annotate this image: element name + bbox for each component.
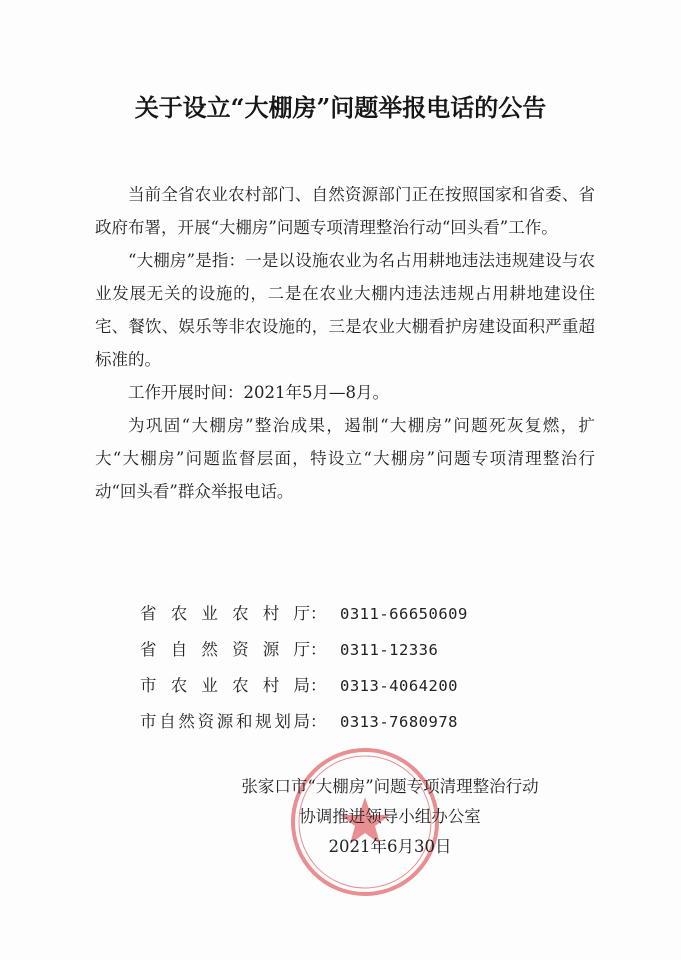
issuing-office: 协调推进领导小组办公室 <box>299 807 481 826</box>
hotline-phone: 0311-66650609 <box>340 605 468 623</box>
issue-date: 2021年6月30日 <box>328 837 452 856</box>
hotline-agency: 市农业农村局 <box>140 676 310 695</box>
hotline-row <box>140 704 540 740</box>
paragraph-definition: “大棚房”是指：一是以设施农业为名占用耕地违法违规建设与农业发展无关的设施的，二是在农业大棚内违法违规占用耕地建设住宅、餐饮、娱乐等非农设施的，三是农业大棚看护房建设面积严重超标准的。 <box>95 251 595 369</box>
hotline-colon: ： <box>310 640 327 659</box>
hotline-colon: ： <box>310 676 327 695</box>
hotline-list <box>140 596 540 740</box>
issuing-organization: 张家口市“大棚房”问题专项清理整治行动 <box>241 777 539 796</box>
hotline-agency: 市自然资源和规划局 <box>140 712 310 731</box>
hotline-row <box>140 596 540 632</box>
hotline-agency: 省自然资源厅 <box>140 640 310 659</box>
signature-block <box>160 772 620 862</box>
hotline-phone: 0313-7680978 <box>340 713 458 731</box>
hotline-colon: ： <box>310 712 327 731</box>
document-body <box>95 178 595 508</box>
paragraph-context: 当前全省农业农村部门、自然资源部门正在按照国家和省委、省政府布署，开展“大棚房”问题专项清理整治行动“回头看”工作。 <box>95 185 595 237</box>
paragraph-period: 工作开展时间：2021年5月—8月。 <box>128 383 389 402</box>
hotline-row <box>140 632 540 668</box>
hotline-colon: ： <box>310 604 327 623</box>
hotline-row <box>140 668 540 704</box>
hotline-phone: 0311-12336 <box>340 641 439 659</box>
paragraph-purpose: 为巩固“大棚房”整治成果，遏制“大棚房”问题死灰复燃，扩大“大棚房”问题监督层面，特设立“大棚房”问题专项清理整治行动“回头看”群众举报电话。 <box>95 416 595 501</box>
document-title: 关于设立“大棚房”问题举报电话的公告 <box>134 93 547 122</box>
hotline-phone: 0313-4064200 <box>340 677 458 695</box>
hotline-agency: 省农业农村厅 <box>140 604 310 623</box>
